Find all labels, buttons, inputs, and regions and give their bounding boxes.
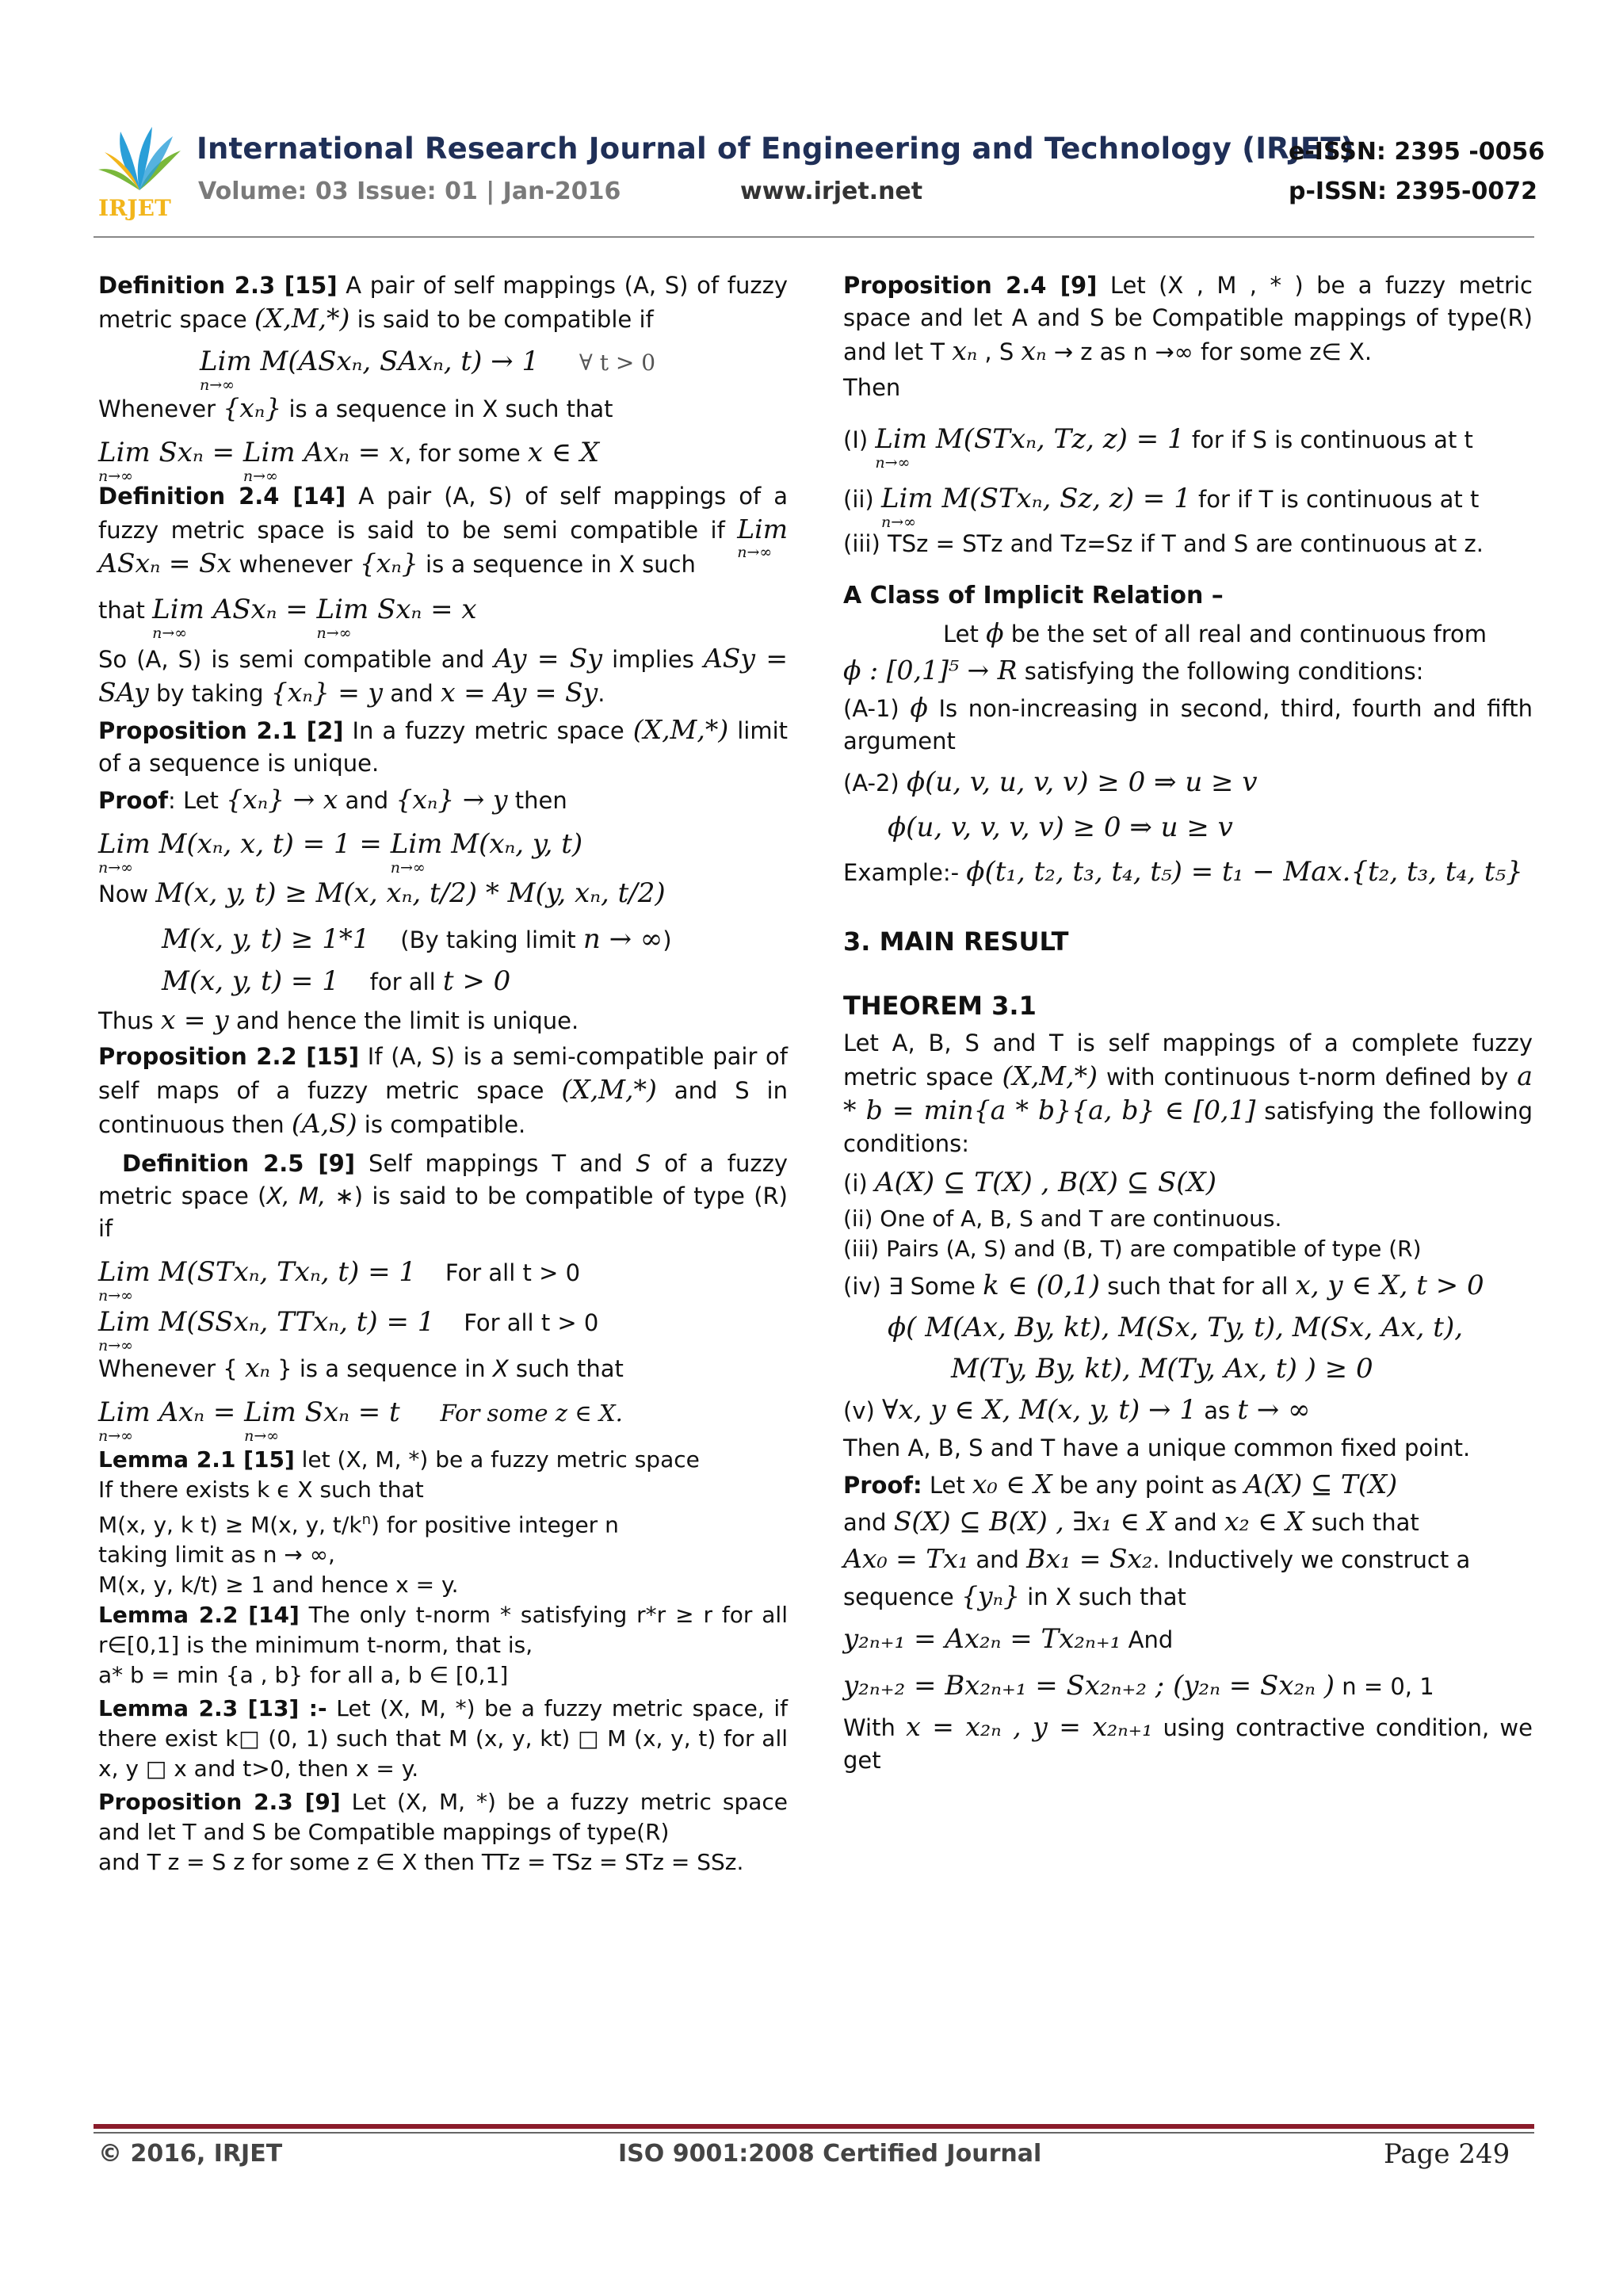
then-label: Then xyxy=(843,374,901,401)
definition-2-3: Definition 2.3 [15] A pair of self mappings (A, S) of fuzzy metric space (X,M,*) is said to be compatible if xyxy=(98,272,788,334)
p-issn: p-ISSN: 2395-0072 xyxy=(1289,178,1537,205)
certification-notice: ISO 9001:2008 Certified Journal xyxy=(618,2140,1042,2168)
theorem-proof-start: Proof: Let x₀ ∈ X be any point as A(X) ⊆ T(X) xyxy=(843,1469,1398,1499)
phi-example: Example:- ϕ(t₁, t₂, t₃, t₄, t₅) = t₁ − Max.{t₂, t₃, t₄, t₅} xyxy=(843,856,1523,888)
proposition-2-2: Proposition 2.2 [15] If (A, S) is a semi-compatible pair of self maps of a fuzzy metric space (X,M,*) and S in continuous then (A,S) is compatible. xyxy=(98,1043,788,1139)
theorem-condition-3: (iii) Pairs (A, S) and (B, T) are compatible of type (R) xyxy=(843,1236,1422,1262)
semi-compatible-limit: that Lim n→∞ ASxₙ = Lim n→∞ Sxₙ = x xyxy=(98,594,477,642)
main-result-heading: 3. MAIN RESULT xyxy=(843,926,1069,957)
contractive-condition-line-2: M(Ty, By, kt), M(Ty, Ax, t) ) ≥ 0 xyxy=(951,1353,1373,1385)
condition-a2-line-2: ϕ(u, v, v, v, v) ≥ 0 ⇒ u ≥ v xyxy=(888,812,1233,843)
whenever-line-2: Whenever { xₙ } is a sequence in X such that xyxy=(98,1352,624,1383)
theorem-condition-2: (ii) One of A, B, S and T are continuous. xyxy=(843,1205,1282,1232)
limit-equation-2: Lim n→∞ Axₙ = Lim n→∞ Sxₙ = t For some z ∈ X. xyxy=(98,1396,623,1445)
lemma-2-1: Lemma 2.1 [15] let (X, M, *) be a fuzzy metric space If there exists k ϵ X such that M(x, y, k t) ≥ M(x, y, $t/k^n$) for positive integer n taking limit as n → ∞, M(x, y, k/t) ≥ 1 and hence x = y. xyxy=(98,1446,700,1599)
journal-title: International Research Journal of Engineering and Technology (IRJET) xyxy=(197,132,1354,166)
limit-equation-1: Lim n→∞ Sxₙ = Lim n→∞ Axₙ = x, for some x ∈ X xyxy=(98,437,600,485)
sequence-even-terms: y₂ₙ₊₂ = Bx₂ₙ₊₁ = Sx₂ₙ₊₂ ; (y₂ₙ = Sx₂ₙ ) n = 0, 1 xyxy=(843,1670,1434,1702)
footer-divider-thin xyxy=(94,2132,1534,2134)
limit-step: M(x, y, t) ≥ 1*1 (By taking limit n → ∞) xyxy=(162,923,672,955)
limit-result: M(x, y, t) = 1 for all t > 0 xyxy=(162,965,511,997)
implicit-relation-intro: Let ϕ be the set of all real and continuous from xyxy=(943,617,1487,648)
semi-compatible-remark: So (A, S) is semi compatible and Ay = Sy implies ASy = SAy by taking {xₙ} = y and x = Ay = Sy. xyxy=(98,643,788,708)
theorem-3-1-statement: Let A, B, S and T is self mappings of a complete fuzzy metric space (X,M,*) with continuous t-norm defined by a * b = min{a * b}{a, b} ∈ [0,1] satisfying the following conditions: xyxy=(843,1030,1533,1157)
proof-limit-equation: Lim n→∞ M(xₙ, x, t) = 1 = Lim n→∞ M(xₙ, y, t) xyxy=(98,828,583,877)
proposition-2-4: Proposition 2.4 [9] Let (X , M , * ) be a fuzzy metric space and let A and S be Compatible mappings of type(R) and let T xₙ , S xₙ → z as n →∞ for some z∈ X. xyxy=(843,272,1533,366)
header-divider xyxy=(94,236,1534,238)
proposition-2-1: Proposition 2.1 [2] In a fuzzy metric space (X,M,*) limit of a sequence is unique. xyxy=(98,714,788,777)
proposition-2-4-item-2: (ii) Lim n→∞ M(STxₙ, Sz, z) = 1 for if T is continuous at t xyxy=(843,483,1480,531)
definition-2-5: Definition 2.5 [9] Self mappings T and S of a fuzzy metric space (X, M, ∗) is said to be compatible of type (R) if xyxy=(98,1150,788,1242)
copyright-notice: © 2016, IRJET xyxy=(98,2140,283,2168)
whenever-line: Whenever {xₙ} is a sequence in X such that xyxy=(98,392,613,423)
definition-2-3-equation: Lim n→∞ M(ASxₙ, SAxₙ, t) → 1 ∀ t > 0 xyxy=(200,346,656,394)
proof-sequence-line: sequence {yₙ} in X such that xyxy=(843,1580,1186,1611)
definition-2-4: Definition 2.4 [14] A pair (A, S) of self mappings of a fuzzy metric space is said to be semi compatible if Lim n→∞ ASxₙ = Sx whenever {xₙ} is a sequence in X such xyxy=(98,483,788,579)
uniqueness-conclusion: Thus x = y and hence the limit is unique. xyxy=(98,1004,579,1035)
sequence-odd-terms: y₂ₙ₊₁ = Ax₂ₙ = Tx₂ₙ₊₁ And xyxy=(843,1623,1174,1655)
theorem-condition-1: (i) A(X) ⊆ T(X) , B(X) ⊆ S(X) xyxy=(843,1167,1216,1198)
page-number: Page 249 xyxy=(1384,2138,1510,2170)
footer-divider-thick xyxy=(94,2124,1534,2129)
definition-2-5-equation-2: Lim n→∞ M(SSxₙ, TTxₙ, t) = 1 For all t > 0 xyxy=(98,1306,599,1354)
right-column xyxy=(843,269,1533,1780)
condition-a2-line-1: (A-2) ϕ(u, v, u, v, v) ≥ 0 ⇒ u ≥ v xyxy=(843,766,1258,798)
implicit-relation-heading: A Class of Implicit Relation – xyxy=(843,582,1224,609)
journal-website-link[interactable]: www.irjet.net xyxy=(740,178,923,205)
e-issn: e-ISSN: 2395 -0056 xyxy=(1289,138,1545,166)
proof-contractive-line: With x = x₂ₙ , y = x₂ₙ₊₁ using contractive condition, we get xyxy=(843,1711,1533,1774)
proof-existence-line: and S(X) ⊆ B(X) , ∃x₁ ∈ X and x₂ ∈ X such that xyxy=(843,1506,1419,1537)
definition-2-5-equation-1: Lim n→∞ M(STxₙ, Txₙ, t) = 1 For all t > 0 xyxy=(98,1256,581,1305)
left-column xyxy=(98,269,788,1881)
contractive-condition-line-1: ϕ( M(Ax, By, kt), M(Sx, Ty, t), M(Sx, Ax, t), xyxy=(888,1312,1464,1343)
triangle-inequality: Now M(x, y, t) ≥ M(x, xₙ, t/2) * M(y, xₙ, t/2) xyxy=(98,877,666,909)
theorem-3-1-heading: THEOREM 3.1 xyxy=(843,991,1037,1021)
theorem-condition-5: (v) ∀x, y ∈ X, M(x, y, t) → 1 as t → ∞ xyxy=(843,1394,1311,1426)
theorem-conclusion: Then A, B, S and T have a unique common fixed point. xyxy=(843,1435,1471,1461)
proposition-2-4-item-3: (iii) TSz = STz and Tz=Sz if T and S are continuous at z. xyxy=(843,530,1484,557)
phi-definition: ϕ : [0,1]⁵ → R satisfying the following conditions: xyxy=(843,655,1424,686)
proof-2-1: Proof: Let {xₙ} → x and {xₙ} → y then xyxy=(98,784,567,815)
theorem-condition-4: (iv) ∃ Some k ∈ (0,1) such that for all x, y ∈ X, t > 0 xyxy=(843,1270,1484,1301)
proof-induction-line: Ax₀ = Tx₁ and Bx₁ = Sx₂. Inductively we construct a xyxy=(843,1543,1471,1574)
lemma-2-3: Lemma 2.3 [13] :- Let (X, M, *) be a fuzzy metric space, if there exist k□ (0, 1) such that M (x, y, kt) □ M (x, y, t) for all x, y □ x and t>0, then x = y. xyxy=(98,1695,789,1782)
lemma-2-2: Lemma 2.2 [14] The only t-norm * satisfying r*r ≥ r for all r∈[0,1] is the minimum t-norm, that is, a* b = min {a , b} for all a, b ∈ [0,1] xyxy=(98,1602,788,1689)
journal-header xyxy=(94,117,1545,236)
volume-issue: Volume: 03 Issue: 01 | Jan-2016 xyxy=(198,178,621,205)
irjet-logo-icon xyxy=(94,117,187,220)
condition-a1: (A-1) ϕ Is non-increasing in second, third, fourth and fifth argument xyxy=(843,692,1533,755)
proposition-2-3: Proposition 2.3 [9] Let (X, M, *) be a fuzzy metric space and let T and S be Compatible mappings of type(R) and T z = S z for some z ∈ X then TTz = TSz = STz = SSz. xyxy=(98,1789,788,1876)
proposition-2-4-item-1: (I) Lim n→∞ M(STxₙ, Tz, z) = 1 for if S is continuous at t xyxy=(843,423,1473,472)
svg-text:IRJET: IRJET xyxy=(98,195,171,220)
